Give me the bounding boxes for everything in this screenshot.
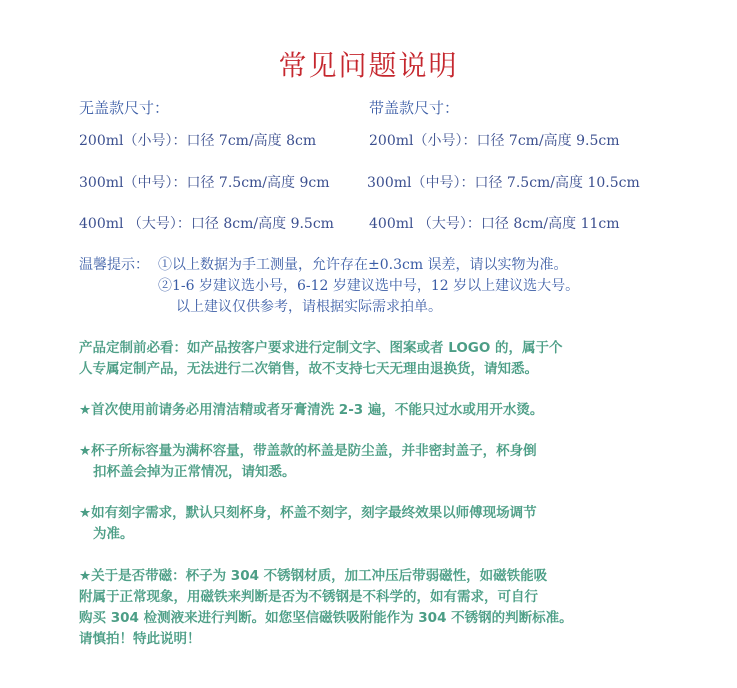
note-line: 为准。 — [93, 526, 134, 542]
note-line: 请慎拍！特此说明！ — [79, 631, 201, 647]
tip-line-3: 以上建议仅供参考，请根据实际需求拍单。 — [176, 299, 442, 315]
note-line: ★如有刻字需求，默认只刻杯身，杯盖不刻字，刻字最终效果以师傅现场调节 — [79, 505, 537, 521]
no-lid-header: 无盖款尺寸： — [79, 99, 170, 117]
capacity-note — [79, 441, 649, 483]
with-lid-size-small: 200ml（小号）：口径 7cm/高度 9.5cm — [369, 133, 620, 149]
note-line: 扣杯盖会掉为正常情况，请知悉。 — [93, 464, 296, 480]
with-lid-size-large: 400ml （大号）：口径 8cm/高度 11cm — [369, 216, 620, 232]
note-line: ★杯子所标容量为满杯容量，带盖款的杯盖是防尘盖，并非密封盖子，杯身倒 — [79, 443, 537, 459]
engraving-note — [79, 503, 649, 545]
note-line: 附属于正常现象，用磁铁来判断是否为不锈钢是不科学的，如有需求，可自行 — [79, 589, 538, 605]
cleaning-note — [79, 400, 649, 421]
note-line: 购买 304 检测液来进行判断。如您坚信磁铁吸附能作为 304 不锈钢的判断标准。 — [79, 610, 573, 626]
custom-order-note — [79, 338, 649, 380]
page-title: 常见问题说明 — [278, 49, 459, 82]
no-lid-size-small: 200ml（小号）：口径 7cm/高度 8cm — [79, 133, 317, 149]
note-line: 产品定制前必看：如产品按客户要求进行定制文字、图案或者 LOGO 的，属于个 — [79, 340, 563, 356]
with-lid-size-medium: 300ml（中号）：口径 7.5cm/高度 10.5cm — [367, 175, 640, 191]
no-lid-size-large: 400ml （大号）：口径 8cm/高度 9.5cm — [79, 216, 334, 232]
note-line: 人专属定制产品，无法进行二次销售，故不支持七天无理由退换货，请知悉。 — [79, 361, 538, 377]
note-line: ★首次使用前请务必用清洁精或者牙膏清洗 2-3 遍，不能只过水或用开水烫。 — [79, 402, 544, 418]
no-lid-size-medium: 300ml（中号）：口径 7.5cm/高度 9cm — [79, 175, 330, 191]
tip-line-2: ②1-6 岁建议选小号，6-12 岁建议选中号，12 岁以上建议选大号。 — [158, 278, 580, 294]
tip-line-1: ①以上数据为手工测量，允许存在±0.3cm 误差，请以实物为准。 — [158, 257, 568, 273]
note-line: ★关于是否带磁：杯子为 304 不锈钢材质，加工冲压后带弱磁性，如磁铁能吸 — [79, 568, 548, 584]
magnetism-note — [79, 566, 649, 650]
tips-label: 温馨提示： — [79, 257, 149, 273]
with-lid-header: 带盖款尺寸： — [369, 99, 460, 117]
